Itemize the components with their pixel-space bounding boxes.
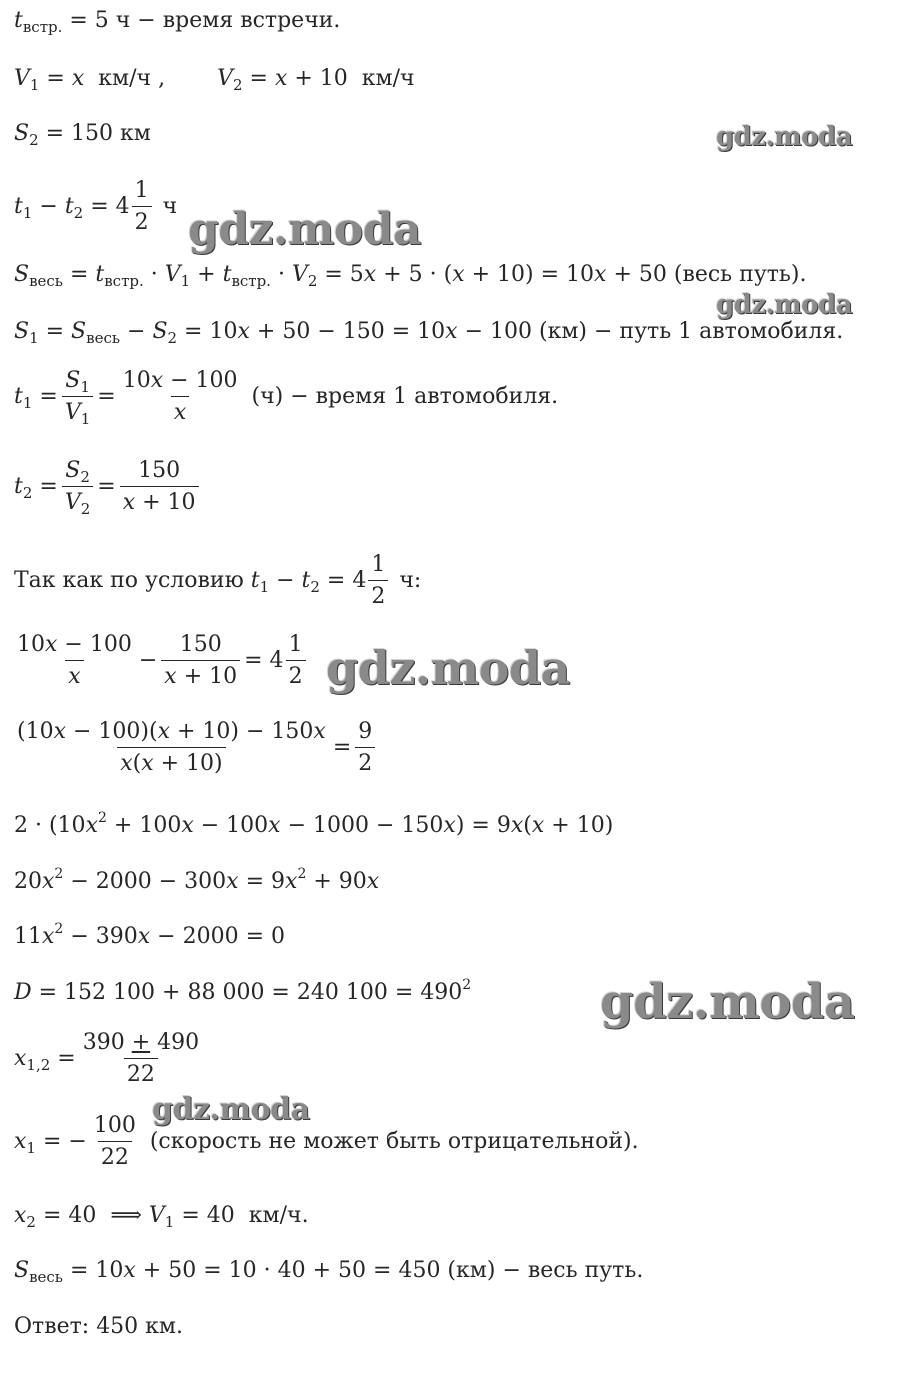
math-line-5: $S_{весь} = t_{встр.} \cdot V_1 + t_{встр.} \cdot V_2 = 5x + 5 \cdot (x + 10) = 10x + 50$ (весь путь). (14, 262, 807, 290)
math-line-6: $S_1 = S_{весь} - S_2 = 10x + 50 - 150 = 10x - 100$ (км) − путь 1 автомобиля. (14, 319, 844, 347)
math-line-1: $t_{встр.} = 5$ ч − время встречи. (14, 8, 341, 36)
math-line-3: $S_2 = 150$ км (14, 121, 151, 149)
math-line-12: $2 \cdot (10x^2 + 100x - 100x - 1000 - 150x) = 9x(x + 10)$ (14, 810, 614, 838)
math-line-13: $20x^2 - 2000 - 300x = 9x^2 + 90x$ (14, 866, 380, 894)
watermark: gdz.moda (326, 641, 570, 695)
watermark: gdz.moda (716, 122, 853, 152)
watermark: gdz.moda (188, 204, 422, 255)
math-line-8: $t_2$ = $\frac{S_2}{V_2}$ = $\frac{150}{x + 10}$ (14, 458, 203, 515)
math-line-16: $x_{1,2}$ = $\frac{390 + 490}{22}$ (14, 1030, 200, 1087)
answer-line: Ответ: 450 км. (14, 1314, 184, 1339)
math-line-15: D = 152 100 + 88 000 = 240 $100 = 490^2$ (14, 977, 472, 1005)
math-line-10: $\frac{10x - 100}{x}$ − $\frac{150}{x + 10}$ = 4 $\frac{1}{2}$ (14, 632, 310, 689)
math-line-17: $x_1$ = − $\frac{100}{22}$ (скорость не может быть отрицательной). (14, 1113, 639, 1170)
math-line-4: $t_1 - t_2 = 4$ $\frac{1}{2}$ ч (14, 178, 178, 235)
math-line-19: $S_{весь} = 10x + 50 = 10 \cdot 40 + 50 = 450$ (км) − весь путь. (14, 1258, 644, 1286)
math-line-18: $x_2 = 40$ ⟹ $V_1 = 40$ км/ч. (14, 1203, 309, 1231)
watermark: gdz.moda (152, 1092, 310, 1127)
math-line-7: $t_1$ = $\frac{S_1}{V_1}$ = $\frac{10x - 100}{x}$ (ч) − время 1 автомобиля. (14, 368, 559, 428)
watermark: gdz.moda (716, 290, 853, 320)
math-line-2: $V_1 = x$ км/ч , $V_2 = x + 10$ км/ч (14, 66, 415, 94)
math-line-14: $11x^2 - 390x - 2000 = 0$ (14, 921, 286, 949)
watermark: gdz.moda (600, 974, 855, 1030)
math-line-11: $\frac{(10x - 100)(x + 10) - 150x}{x(x + 10)}$ = $\frac{9}{2}$ (14, 719, 379, 776)
math-line-9: Так как по условию $t_1 - t_2 = 4$ $\frac{1}{2}$ ч: (14, 552, 422, 609)
